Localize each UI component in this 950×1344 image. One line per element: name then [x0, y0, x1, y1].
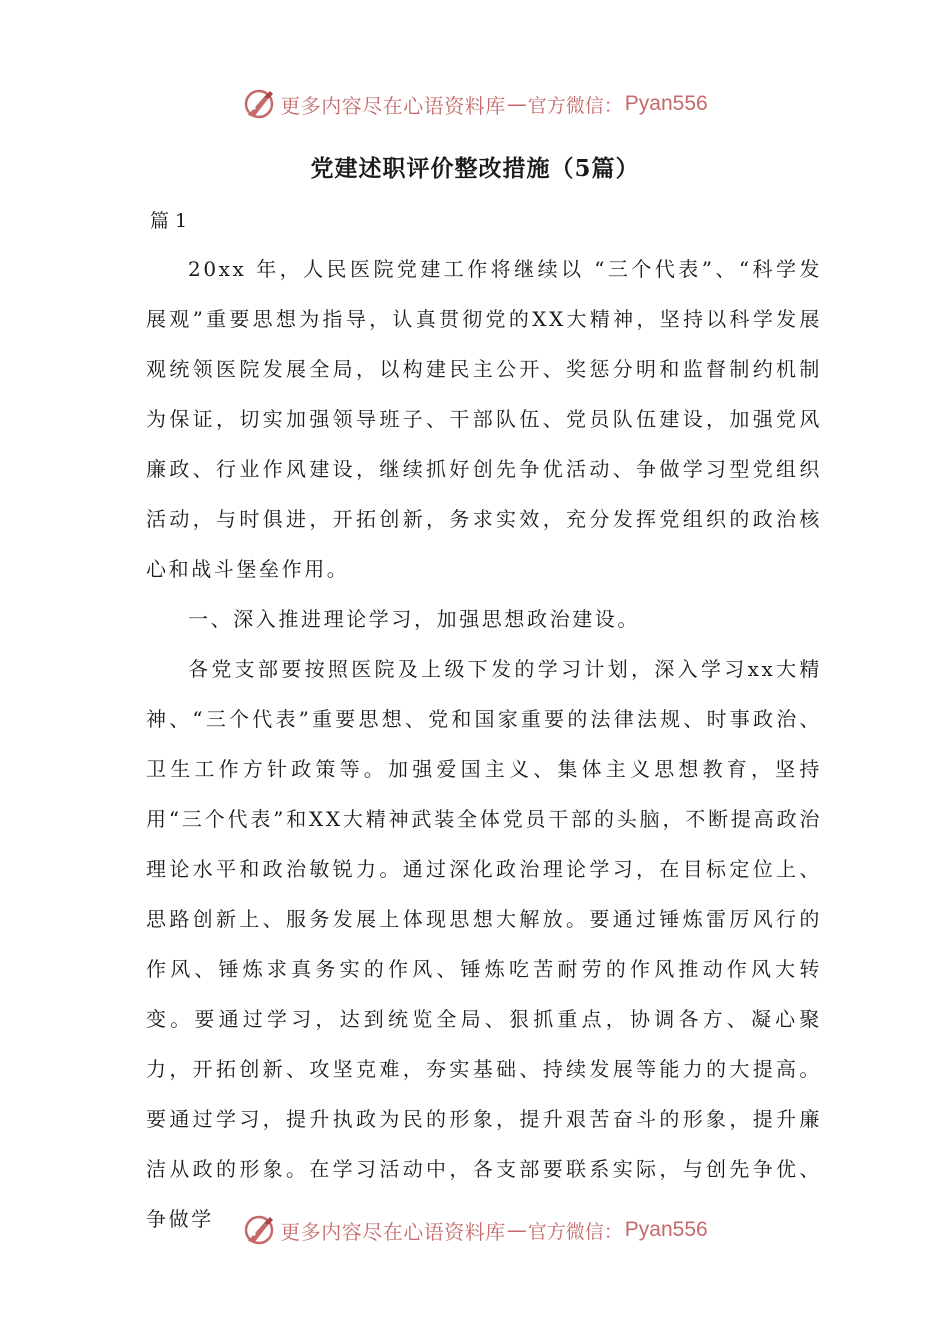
watermark-text: 更多内容尽在心语资料库: [280, 93, 506, 118]
paragraph: 各党支部要按照医院及上级下发的学习计划，深入学习xx大精神、“三个代表”重要思想、党和国家重要的法律法规、时事政治、卫生工作方针政策等。加强爱国主义、集体主义思想教育，坚持用“三个代表”和XX大精神武装全体党员干部的头脑，不断提高政治理论水平和政治敏锐力。通过深化政治理论学习，在目标定位上、思路创新上、服务发展上体现思想大解放。要通过锤炼雷厉风行的作风、锤炼求真务实的作风、锤炼吃苦耐劳的作风推动作风大转变。要通过学习，达到统览全局、狠抓重点，协调各方、凝心聚力，开拓创新、攻坚克难，夯实基础、持续发展等能力的大提高。要通过学习，提升执政为民的形象，提升艰苦奋斗的形象，提升廉洁从政的形象。在学习活动中，各支部要联系实际，与创先争优、争做学: [146, 657, 822, 1231]
section-heading: 一、深入推进理论学习，加强思想政治建设。: [188, 607, 640, 631]
document-title: 党建述职评价整改措施（5篇）: [310, 155, 640, 182]
paragraph: 20xx 年，人民医院党建工作将继续以 “三个代表”、“科学发展观”重要思想为指导，认真贯彻党的XX大精神，坚持以科学发展观统领医院发展全局，以构建民主公开、奖惩分明和监督制约机制为保证，切实加强领导班子、干部队伍、党员队伍建设，加强党风廉政、行业作风建设，继续抓好创先争优活动、争做学习型党组织活动，与时俱进，开拓创新，务求实效，充分发挥党组织的政治核心和战斗堡垒作用。: [146, 257, 822, 581]
section-label: 篇 1: [150, 210, 188, 232]
pen-logo-icon: [242, 87, 276, 121]
watermark-text: 更多内容尽在心语资料库: [280, 1219, 506, 1244]
pen-logo-icon: [242, 1213, 276, 1247]
watermark-dash: —: [506, 1218, 527, 1242]
document-body: [146, 244, 822, 1244]
watermark-banner-top: [0, 84, 950, 124]
watermark-dash: —: [506, 92, 527, 116]
watermark-wechat-id: Pyan556: [624, 92, 708, 115]
watermark-wechat-id: Pyan556: [624, 1218, 708, 1241]
watermark-wechat-label: 官方微信：: [527, 1220, 623, 1243]
watermark-banner-bottom: [0, 1210, 950, 1250]
watermark-wechat-label: 官方微信：: [527, 94, 623, 117]
